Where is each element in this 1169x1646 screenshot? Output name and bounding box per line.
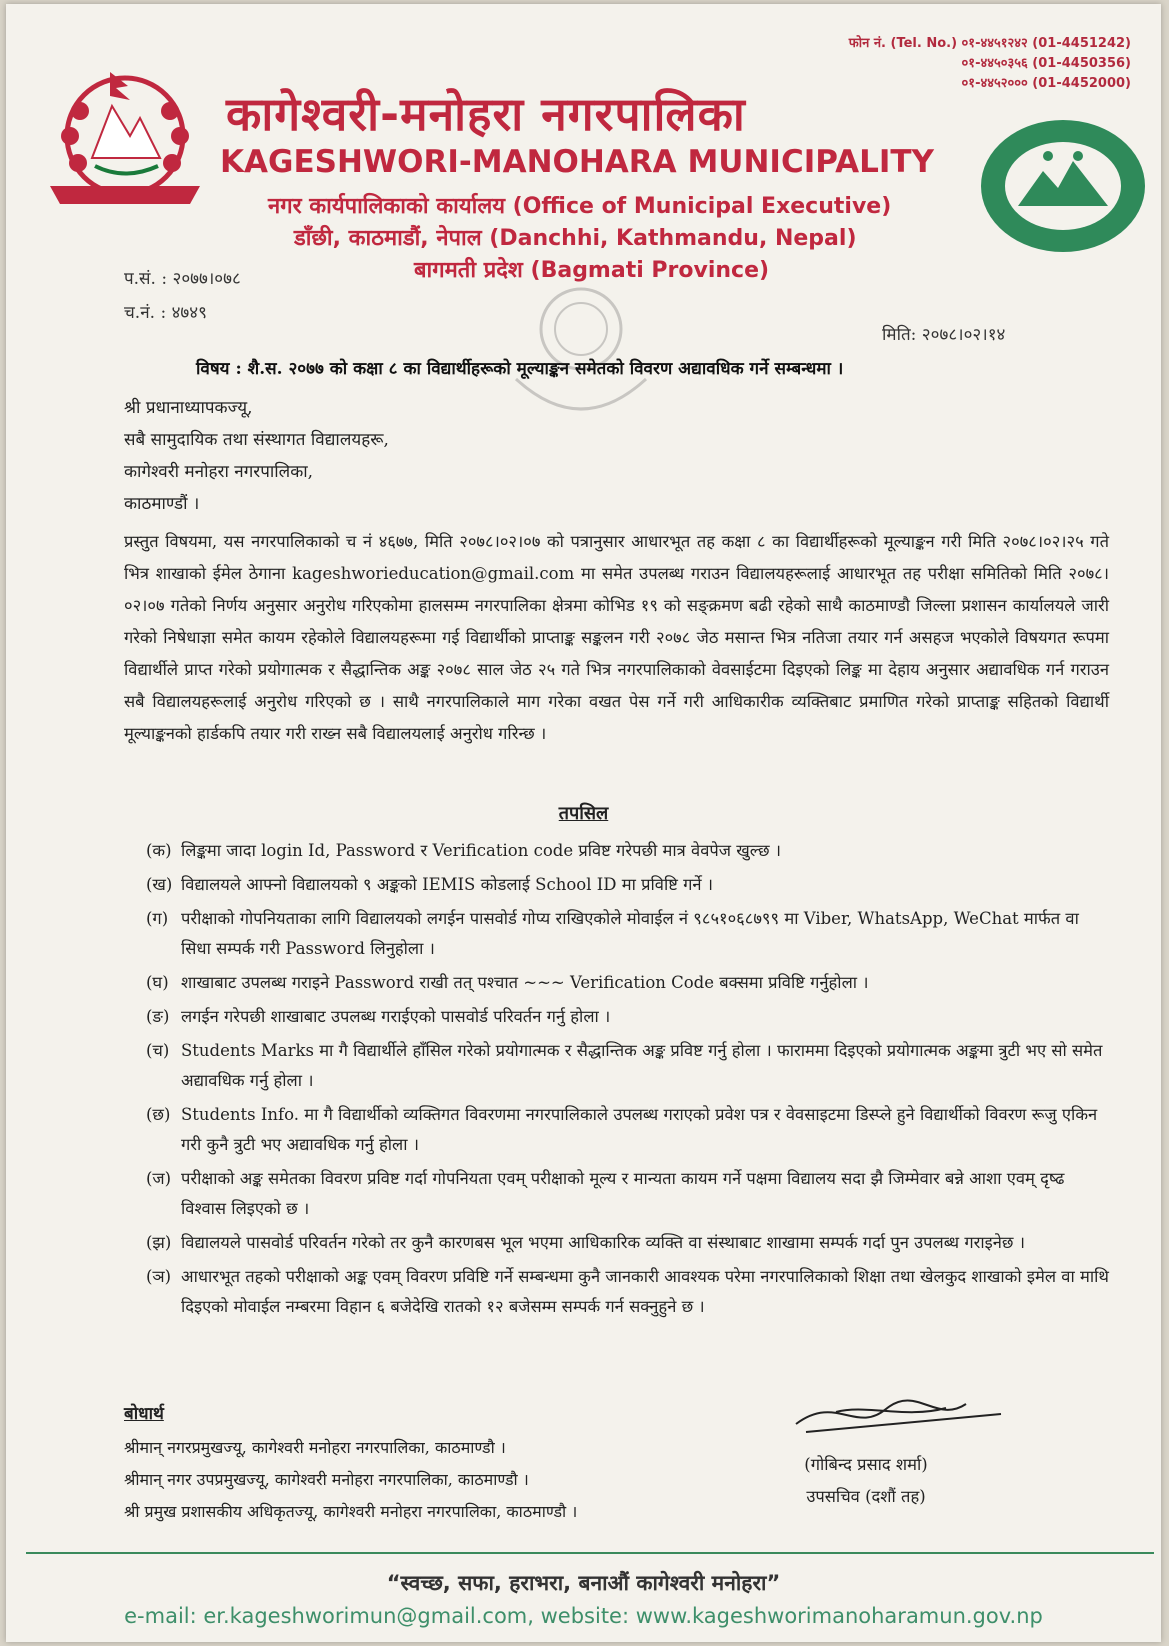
cc-line: श्रीमान् नगर उपप्रमुखज्यू, कागेश्वरी मनोहरा नगरपालिका, काठमाण्डौ ।	[124, 1470, 529, 1489]
list-item	[146, 836, 1111, 866]
dispatch-number: च.नं. : ४७४९	[124, 303, 207, 323]
office-address: डाँछी, काठमाडौं, नेपाल (Danchhi, Kathmandu, Nepal)	[294, 226, 857, 251]
item-marker: (छ)	[146, 1105, 171, 1124]
phone-line: फोन नं. (Tel. No.) ०१-४४५१२४२ (01-4451242)	[848, 36, 1131, 51]
item-marker: (ग)	[146, 909, 169, 928]
footer-divider	[26, 1552, 1154, 1554]
list-item	[146, 904, 1111, 964]
letter-date: मिति: २०७८।०२।१४	[882, 325, 1006, 345]
item-text: शाखाबाट उपलब्ध गराइने Password राखी तत् पश्चात ~~~ Verification Code बक्समा प्रविष्टि गर्नुहोला ।	[181, 973, 869, 992]
item-text: आधारभूत तहको परीक्षाको अङ्क एवम् विवरण प्रविष्टि गर्ने सम्बन्धमा कुनै जानकारी आवश्यक परेमा नगरपालिकाको शिक्षा तथा खेलकुद शाखाको इमेल वा माथि दिइएको मोवाईल नम्बरमा विहान ६ बजेदेखि रातको १२ बजेसम्म सम्पर्क गर्न सक्नुहुने छ ।	[181, 1267, 1109, 1316]
item-marker: (ज)	[146, 1169, 172, 1188]
item-marker: (क)	[146, 841, 172, 860]
addressee-line: कागेश्वरी मनोहरा नगरपालिका,	[124, 462, 314, 482]
addressee-line: काठमाण्डौं ।	[124, 494, 200, 514]
title-english: KAGESHWORI-MANOHARA MUNICIPALITY	[220, 144, 934, 180]
body-paragraph: प्रस्तुत विषयमा, यस नगरपालिकाको च नं ४६७७, मिति २०७८।०२।०७ को पत्रानुसार आधारभूत तह कक्षा ८ का विद्यार्थीहरूको मूल्याङ्कन गरी मिति २०७८।०२।२५ गते भित्र शाखाको ईमेल ठेगाना kageshworieducation@gmail.com मा समेत उपलब्ध गराउन विद्यालयहरूलाई आधारभूत तह परीक्षा समितिको मिति २०७८।०२।०७ गतेको निर्णय अनुसार अनुरोध गरिएकोमा हालसम्म नगरपालिका क्षेत्रमा कोभिड १९ को सङ्क्रमण बढी रहेको साथै काठमाण्डौ जिल्ला प्रशासन कार्यालयले जारी गरेको निषेधाज्ञा समेत कायम रहेकोले विद्यालयहरूमा गई विद्यार्थीको प्राप्ताङ्क सङ्कलन गरी २०७८ जेठ मसान्त भित्र नतिजा तयार गर्न असहज भएकोले विषयगत रूपमा विद्यार्थीले प्राप्त गरेको प्रयोगात्मक र सैद्धान्तिक अङ्क २०७८ साल जेठ २५ गते भित्र नगरपालिकाको वेवसाईटमा दिइएको लिङ्क मा देहाय अनुसार अद्यावधिक गर्न गराउन सबै विद्यालयहरूलाई अनुरोध गरिएको छ । साथै नगरपालिकाले माग गरेका वखत पेस गर्ने गरी आधिकारीक व्यक्तिबाट प्रमाणित गरेको प्राप्ताङ्क सहितको विद्यार्थी मूल्याङ्कनको हार्डकपि तयार गरी राख्न सबै विद्यालयलाई अनुरोध गरिन्छ ।	[124, 532, 1109, 743]
list-item	[146, 968, 1111, 998]
cc-heading: बोधार्थ	[124, 1404, 164, 1424]
item-marker: (झ)	[146, 1233, 172, 1252]
item-marker: (च)	[146, 1041, 170, 1060]
cc-line: श्री प्रमुख प्रशासकीय अधिकृतज्यू, कागेश्वरी मनोहरा नगरपालिका, काठमाण्डौ ।	[124, 1502, 578, 1521]
footer-contact: e-mail: er.kageshworimun@gmail.com, website: www.kageshworimanoharamun.gov.np	[124, 1604, 1043, 1628]
item-marker: (ख)	[146, 875, 173, 894]
municipality-seal-icon	[978, 116, 1148, 256]
list-item	[146, 1036, 1111, 1096]
phone-numbers	[849, 34, 1131, 94]
list-item	[146, 1002, 1111, 1032]
title-nepali: कागेश्वरी-मनोहरा नगरपालिका	[226, 87, 746, 141]
item-marker: (घ)	[146, 973, 169, 992]
footer-slogan: “स्वच्छ, सफा, हराभरा, बनाऔं कागेश्वरी मनोहरा”	[386, 1571, 781, 1595]
addressee-line: सबै सामुदायिक तथा संस्थागत विद्यालयहरू,	[124, 430, 389, 450]
item-text: लिङ्कमा जादा login Id, Password र Verification code प्रविष्ट गरेपछी मात्र वेवपेज खुल्छ ।	[181, 841, 782, 860]
item-text: Students Info. मा गै विद्यार्थीको व्यक्तिगत विवरणमा नगरपालिकाले उपलब्ध गराएको प्रवेश पत्र र वेवसाइटमा डिस्प्ले हुने विद्यार्थीको विवरण रूजु एकिन गरी कुनै त्रुटी भए अद्यावधिक गर्नु होला ।	[181, 1105, 1098, 1154]
list-item	[146, 1100, 1111, 1160]
addressee-line: श्री प्रधानाध्यापकज्यू,	[124, 398, 253, 418]
item-marker: (ङ)	[146, 1007, 170, 1026]
phone-line: ०१-४४५०३५६ (01-4450356)	[961, 56, 1131, 71]
reference-number: प.सं. : २०७७।०७८	[124, 269, 241, 289]
list-item	[146, 870, 1111, 900]
signatory-name: (गोबिन्द प्रसाद शर्मा)	[804, 1455, 928, 1474]
office-name: नगर कार्यपालिकाको कार्यालय (Office of Municipal Executive)	[268, 194, 892, 219]
addressee-block	[124, 392, 389, 520]
list-item	[146, 1262, 1111, 1322]
item-text: परीक्षाको गोपनियताका लागि विद्यालयको लगईन पासवोर्ड गोप्य राखिएकोले मोवाईल नं ९८५१०६८७९९ मा Viber, WhatsApp, WeChat मार्फत वा सिधा सम्पर्क गरी Password लिनुहोला ।	[181, 909, 1079, 958]
item-marker: (ञ)	[146, 1267, 172, 1286]
letter-sheet	[6, 4, 1161, 1642]
item-text: विद्यालयले पासवोर्ड परिवर्तन गरेको तर कुनै कारणबस भूल भएमा आधिकारिक व्यक्ति वा संस्थाबाट शाखामा सम्पर्क गर्दा पुन उपलब्ध गराइनेछ ।	[181, 1233, 1025, 1252]
cc-line: श्रीमान् नगरप्रमुखज्यू, कागेश्वरी मनोहरा नगरपालिका, काठमाण्डौ ।	[124, 1438, 506, 1457]
details-heading: तपसिल	[558, 803, 609, 824]
cc-list	[124, 1432, 577, 1528]
office-stamp-icon	[506, 269, 656, 439]
nepal-emblem-icon	[40, 66, 210, 216]
item-text: लगईन गरेपछी शाखाबाट उपलब्ध गराईएको पासवोर्ड परिवर्तन गर्नु होला ।	[181, 1007, 611, 1026]
item-text: विद्यालयले आफ्नो विद्यालयको ९ अङ्कको IEMIS कोडलाई School ID मा प्रविष्टि गर्ने ।	[181, 875, 714, 894]
province: बागमती प्रदेश (Bagmati Province)	[414, 258, 770, 283]
signature-icon	[776, 1384, 1016, 1444]
item-text: Students Marks मा गै विद्यार्थीले हाँसिल गरेको प्रयोगात्मक र सैद्धान्तिक अङ्क प्रविष्ट गर्नु होला । फाराममा दिइएको प्रयोगात्मक अङ्कमा त्रुटी भए सो समेत अद्यावधिक गर्नु होला ।	[181, 1041, 1103, 1090]
phone-line: ०१-४४५२००० (01-4452000)	[961, 76, 1131, 91]
item-text: परीक्षाको अङ्क समेतका विवरण प्रविष्ट गर्दा गोपनियता एवम् परीक्षाको मूल्य र मान्यता कायम गर्ने पक्षमा विद्यालय सदा झै जिम्मेवार बन्ने आशा एवम् दृष्ढ विश्वास लिइएको छ ।	[181, 1169, 1065, 1218]
signatory-block	[746, 1449, 986, 1513]
list-item	[146, 1164, 1111, 1224]
list-item	[146, 1228, 1111, 1258]
subject-line: विषय : शै.स. २०७७ को कक्षा ८ का विद्यार्थीहरूको मूल्याङ्कन समेतको विवरण अद्यावधिक गर्ने सम्बन्धमा ।	[196, 359, 844, 379]
signatory-designation: उपसचिव (दशौं तह)	[806, 1487, 926, 1506]
details-list	[146, 836, 1111, 1326]
